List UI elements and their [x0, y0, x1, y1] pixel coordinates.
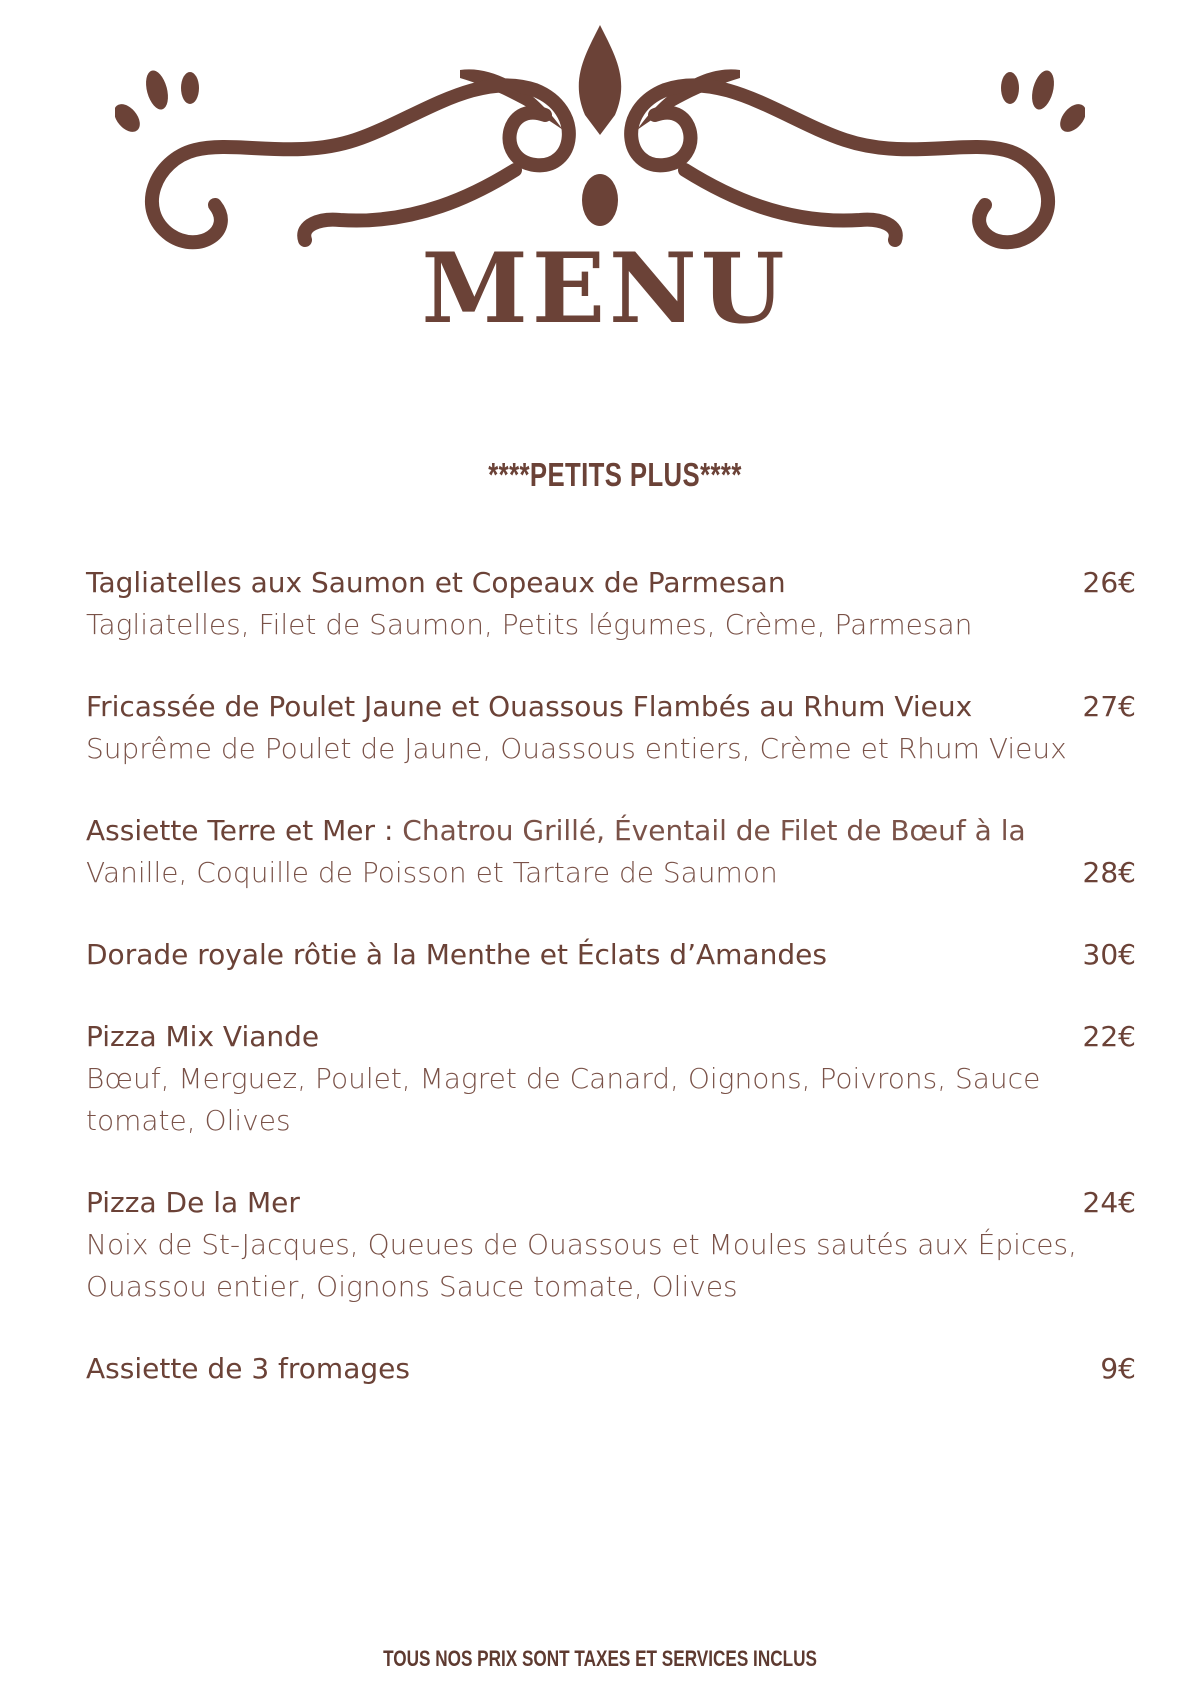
- item-name: Assiette de 3 fromages: [86, 1352, 410, 1385]
- menu-item: [86, 1348, 1136, 1390]
- menu-item: [86, 934, 1136, 976]
- menu-list: [86, 562, 1136, 1430]
- item-price: 9€: [1100, 1352, 1136, 1385]
- item-price: 24€: [1082, 1186, 1136, 1219]
- item-description: Vanille, Coquille de Poisson et Tartare de Saumon: [86, 856, 778, 889]
- item-description: Noix de St-Jacques, Queues de Ouassous et Moules sautés aux Épices, Ouassou entier, Oignons Sauce tomate, Olives: [86, 1228, 1077, 1303]
- item-price: 30€: [1082, 938, 1136, 971]
- page-title: MENU: [421, 232, 789, 345]
- menu-item: [86, 562, 1136, 646]
- item-price: 22€: [1082, 1020, 1136, 1053]
- footer-note: TOUS NOS PRIX SONT TAXES ET SERVICES INCLUS: [383, 1646, 817, 1671]
- section-title: ****PETITS PLUS****: [488, 456, 742, 493]
- item-description-inline: Chatrou Grillé, Éventail de Filet de Bœuf à la: [393, 814, 1026, 847]
- item-name: Pizza Mix Viande: [86, 1020, 320, 1053]
- item-name: Fricassée de Poulet Jaune et Ouassous Flambés au Rhum Vieux: [86, 690, 973, 723]
- ornament-flourish: [115, 20, 1085, 260]
- menu-item: [86, 810, 1136, 894]
- item-price: 27€: [1082, 690, 1136, 723]
- item-name: Pizza De la Mer: [86, 1186, 300, 1219]
- menu-item: [86, 1016, 1136, 1142]
- item-description: Tagliatelles, Filet de Saumon, Petits légumes, Crème, Parmesan: [86, 608, 973, 641]
- item-name: Dorade royale rôtie à la Menthe et Éclats d’Amandes: [86, 938, 827, 971]
- item-name: Assiette Terre et Mer :: [86, 814, 394, 847]
- item-description: Suprême de Poulet de Jaune, Ouassous entiers, Crème et Rhum Vieux: [86, 732, 1067, 765]
- item-description: Bœuf, Merguez, Poulet, Magret de Canard, Oignons, Poivrons, Sauce tomate, Olives: [86, 1062, 1041, 1137]
- item-price: 28€: [1082, 856, 1136, 889]
- item-name: Tagliatelles aux Saumon et Copeaux de Parmesan: [86, 566, 786, 599]
- item-price: 26€: [1082, 566, 1136, 599]
- menu-item: [86, 1182, 1136, 1308]
- menu-item: [86, 686, 1136, 770]
